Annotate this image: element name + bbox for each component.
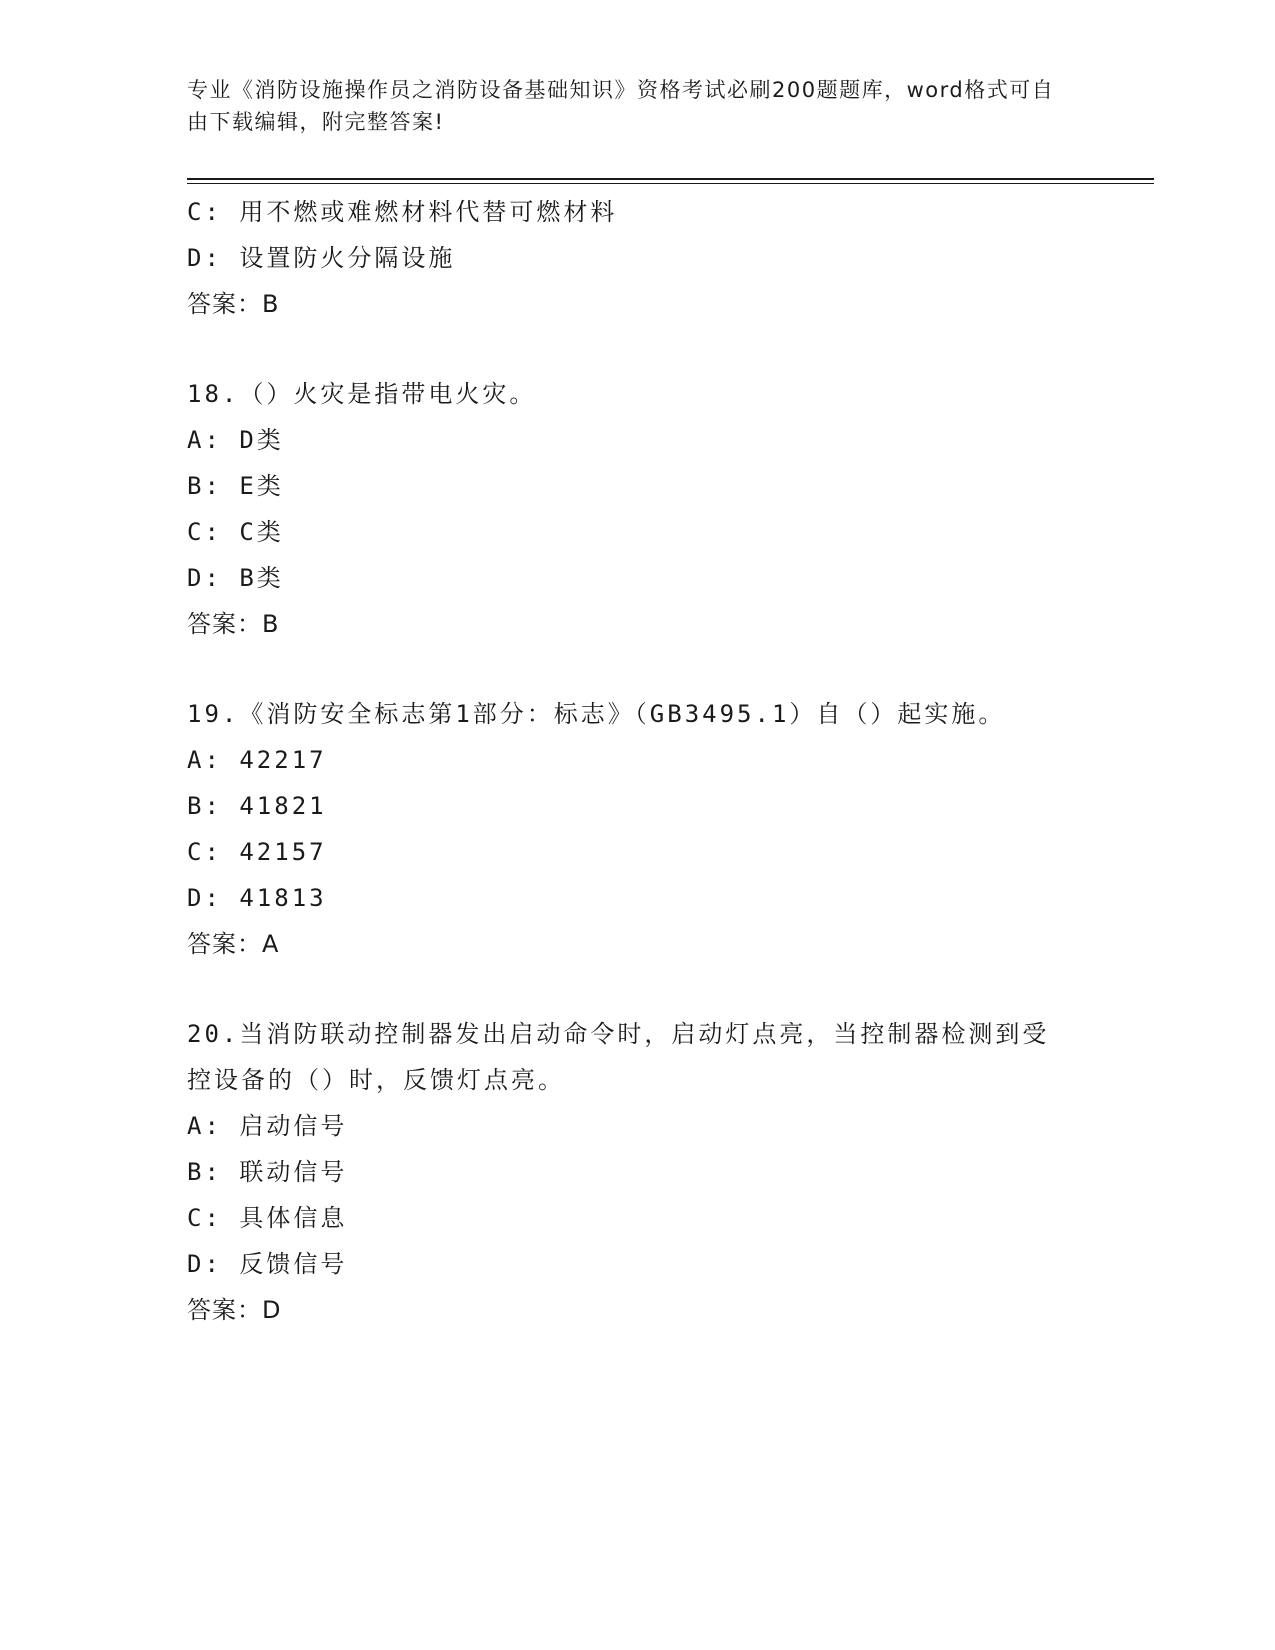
option-b: B: E类 [187, 472, 284, 500]
header-divider [187, 178, 1154, 180]
option-b: B: 41821 [187, 792, 327, 820]
document-header: 专业《消防设施操作员之消防设备基础知识》资格考试必刷200题题库，word格式可自由下载编辑，附完整答案! [187, 78, 1055, 134]
option-c: C: 42157 [187, 838, 327, 866]
answer: 答案：D [187, 1296, 282, 1324]
option-c: C: 用不燃或难燃材料代替可燃材料 [187, 198, 618, 226]
answer: 答案：B [187, 610, 280, 638]
answer: 答案：B [187, 290, 280, 318]
option-c: C: C类 [187, 518, 284, 546]
spacer [187, 327, 1087, 371]
question-title: 20.当消防联动控制器发出启动命令时，启动灯点亮，当控制器检测到受控设备的（）时，反馈灯点亮。 [187, 1020, 1050, 1094]
question-17-tail [187, 189, 1087, 327]
option-d: D: B类 [187, 564, 284, 592]
question-list [187, 189, 1087, 1333]
option-a: A: 启动信号 [187, 1112, 348, 1140]
option-a: A: 42217 [187, 746, 327, 774]
question-18 [187, 371, 1087, 647]
option-c: C: 具体信息 [187, 1204, 348, 1232]
option-d: D: 41813 [187, 884, 327, 912]
question-title: 18.（）火灾是指带电火灾。 [187, 380, 537, 408]
option-d: D: 反馈信号 [187, 1250, 348, 1278]
option-d: D: 设置防火分隔设施 [187, 244, 456, 272]
option-a: A: D类 [187, 426, 284, 454]
spacer [187, 967, 1087, 1011]
question-19 [187, 691, 1087, 967]
question-20 [187, 1011, 1087, 1333]
question-title: 19.《消防安全标志第1部分：标志》（GB3495.1）自（）起实施。 [187, 700, 1006, 728]
answer: 答案：A [187, 930, 280, 958]
spacer [187, 647, 1087, 691]
option-b: B: 联动信号 [187, 1158, 348, 1186]
header-divider-thin [187, 183, 1154, 184]
